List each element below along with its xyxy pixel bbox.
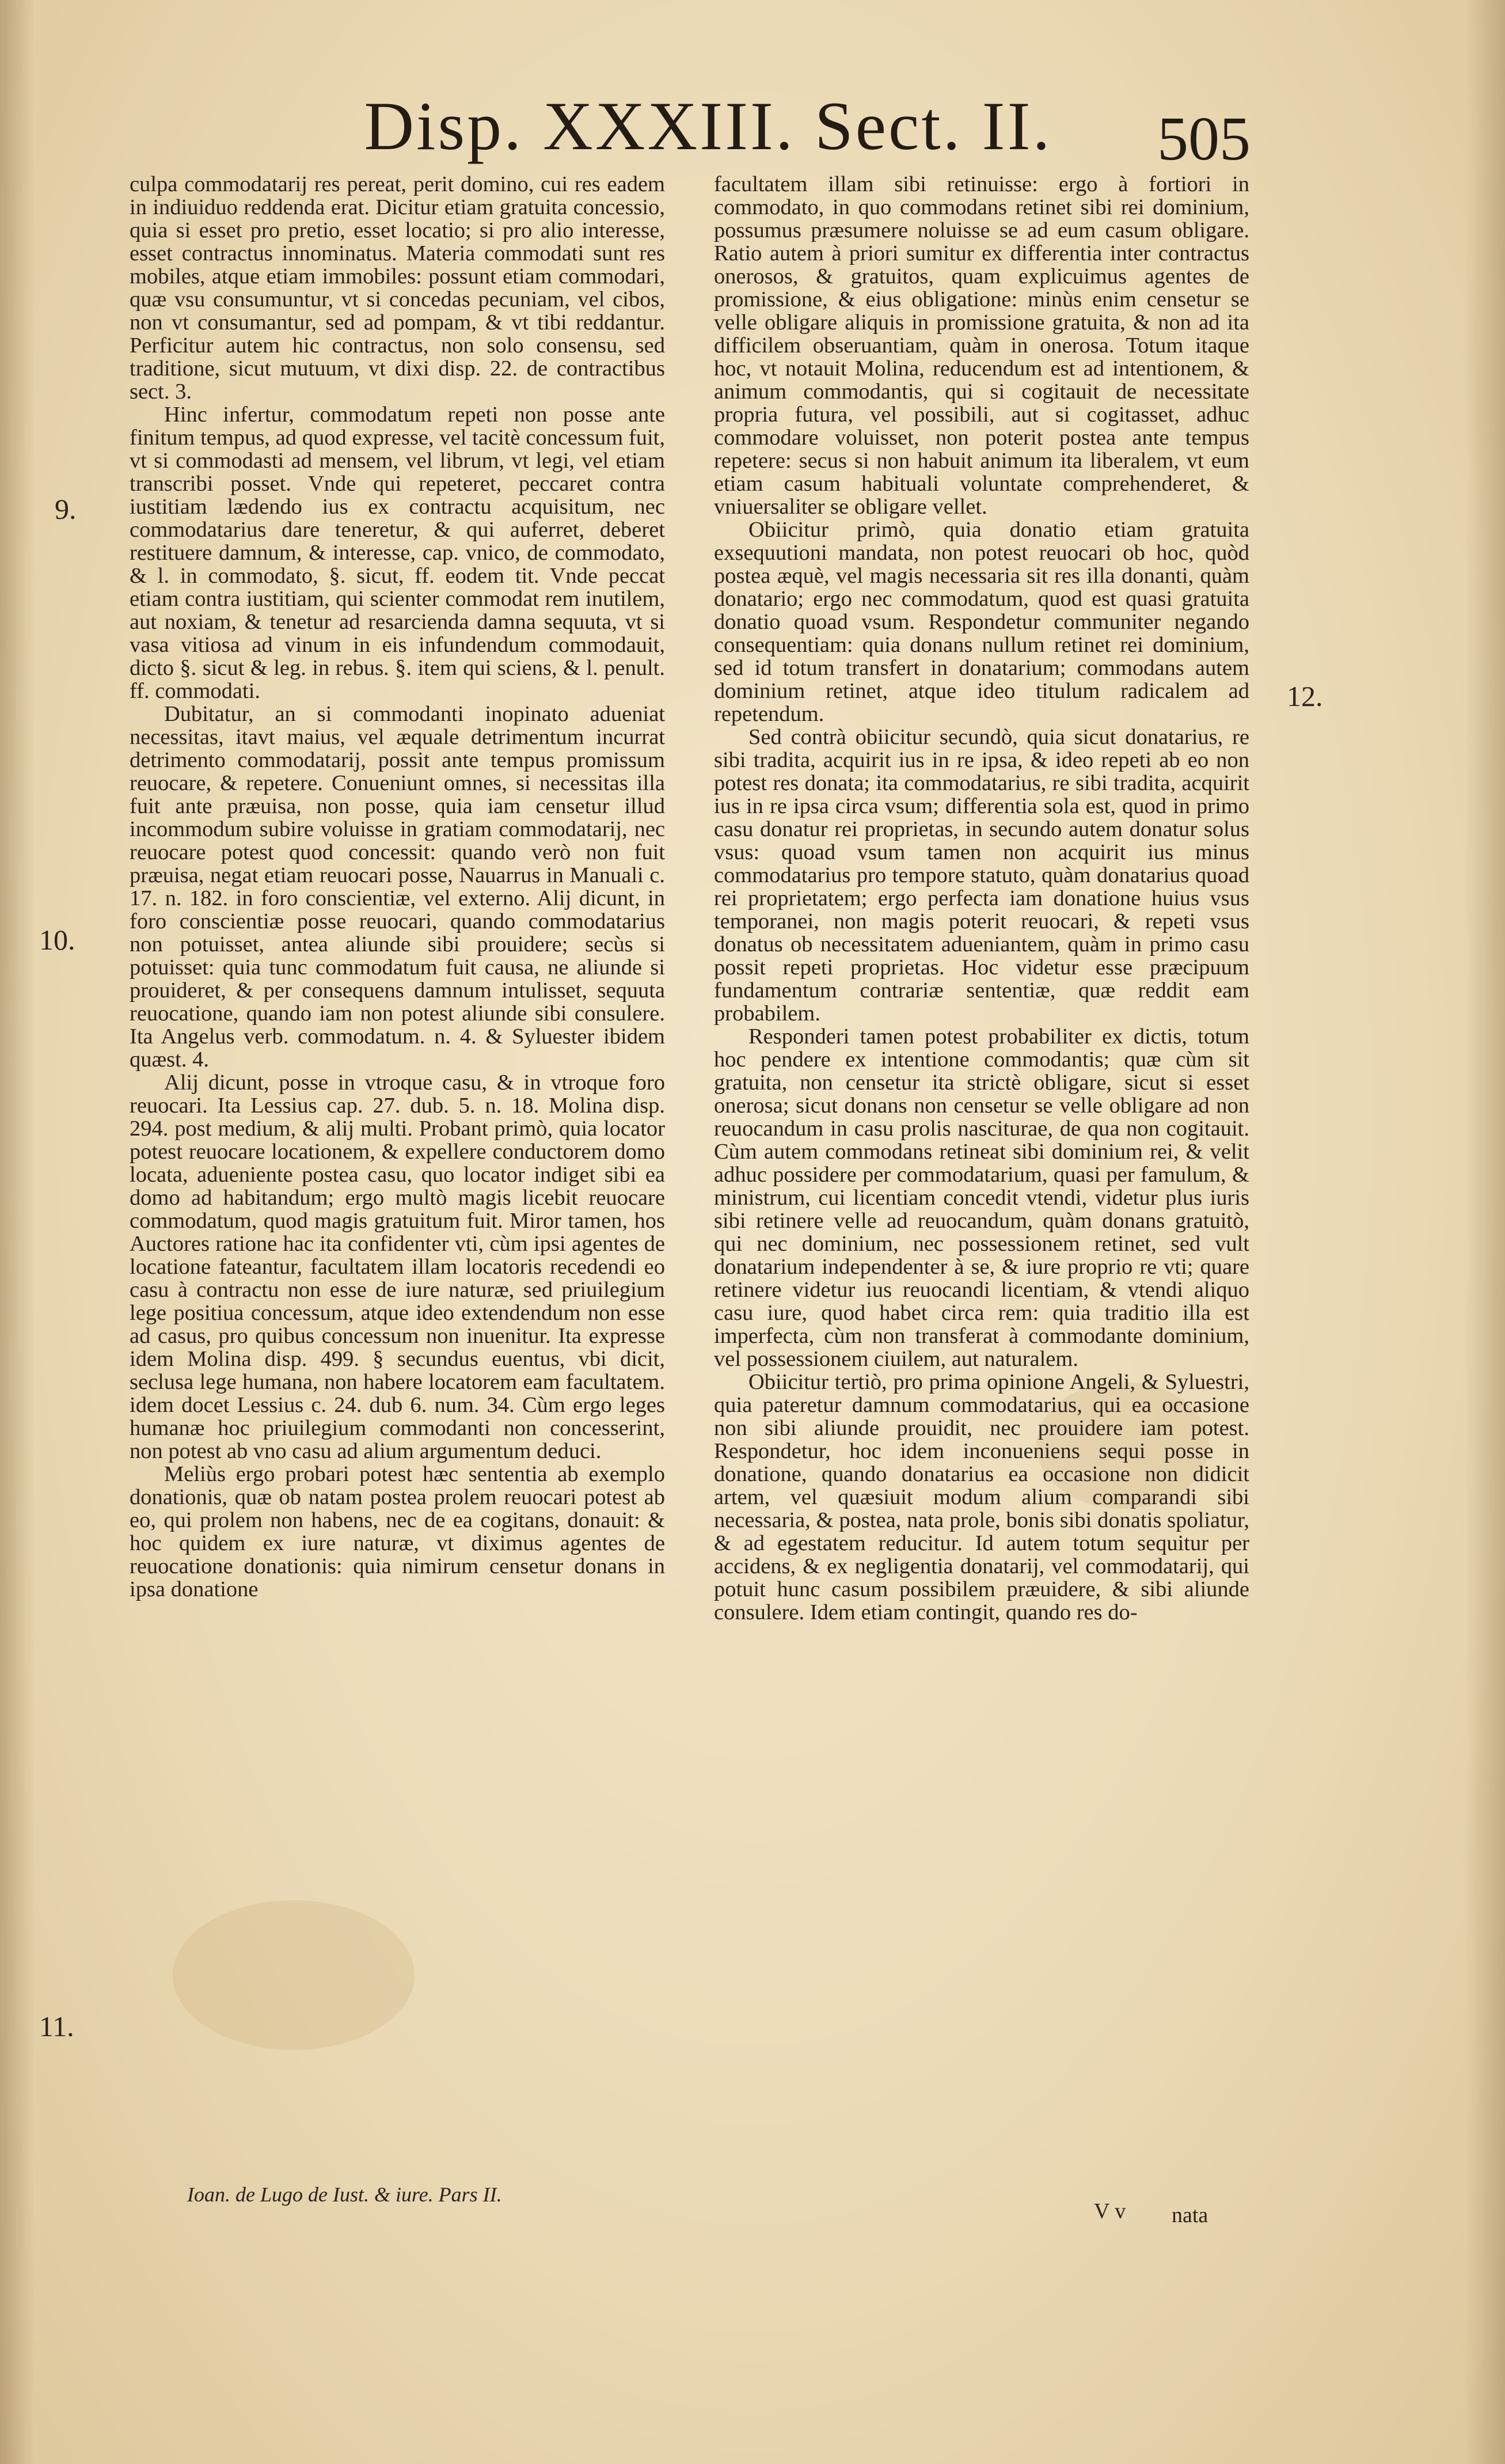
- right-column: [714, 173, 1249, 1624]
- paragraph: Alij dicunt, posse in vtroque casu, & in vtroque foro reuocari. Ita Lessius cap. 27. dub. 5. n. 18. Molina disp. 294. post medium, & alij multi. Probant primò, quia locator potest reuocare locationem, & expellere conductorem domo locata, adueniente postea casu, quo locator indiget sibi ea domo ad habitandum; ergo multò magis licebit reuocare commodatum, quod magis gratuitum fuit. Miror tamen, hos Auctores ratione hac ita confidenter vti, cùm ipsi agentes de locatione fateantur, facultatem illam locatoris recedendi eo casu à contractu non esse de iure naturæ, sed priuilegium lege positiua concessum, atque ideo extendendum non esse ad casus, pro quibus concessum non inuenitur. Ita expresse idem Molina disp. 499. § secundus euentus, vbi dicit, seclusa lege humana, non habere locatorem eam facultatem. idem docet Lessius c. 24. dub 6. num. 34. Cùm ergo leges humanæ hoc priuilegium commodanti non concesserint, non potest ab vno casu ad alium argumentum deduci.: [130, 1070, 665, 1463]
- margin-number-11: 11.: [39, 2010, 74, 2042]
- paragraph: Dubitatur, an si commodanti inopinato adueniat necessitas, itavt maius, vel æquale detrimentum incurrat detrimento commodatarij, possit ante tempus promissum reuocare, & repetere. Conueniunt omnes, si necessitas illa fuit ante præuisa, non posse, quia iam censetur illud incommodum subire voluisse in gratiam commodatarij, nec reuocare potest quod concessit: quando verò non fuit præuisa, negat etiam reuocari posse, Nauarrus in Manuali c. 17. n. 182. in foro conscientiæ, vel externo. Alij dicunt, in foro conscientiæ posse reuocari, quando commodatarius non potuisset, antea aliunde sibi prouidere; secùs si potuisset: quia tunc commodatum fuit causa, ne aliunde si prouideret, & per consequens damnum intulisset, sequuta reuocatione, quando iam non potest aliunde sibi consulere. Ita Angelus verb. commodatum. n. 4. & Syluester ibidem quæst. 4.: [130, 702, 665, 1072]
- paragraph: Obiicitur primò, quia donatio etiam gratuita exsequutioni mandata, non potest reuocari ob hoc, quòd postea æquè, vel magis necessaria sit res illa donanti, quàm donatario; ergo nec commodatum, quod est quasi gratuita donatio quoad vsum. Respondetur communiter negando consequentiam: quia donans nullum retinet rei dominium, sed id totum transfert in donatarium; commodans autem dominium retinet, atque ideo titulum radicalem ad repetendum.: [714, 518, 1249, 726]
- paragraph: culpa commodatarij res pereat, perit domino, cui res eadem in indiuiduo reddenda erat. Dicitur etiam gratuita concessio, quia si esset pro pretio, esset locatio; si pro alio interesse, esset contractus innominatus. Materia commodati sunt res mobiles, atque etiam immobiles: possunt etiam commodari, quæ vsu consumuntur, vt si concedas pecuniam, vel cibos, non vt consumantur, sed ad pompam, & vt tibi reddantur. Perficitur autem hic contractus, non solo consensu, sed traditione, sicut mutuum, vt dixi disp. 22. de contractibus sect. 3.: [130, 172, 665, 404]
- paragraph: Responderi tamen potest probabiliter ex dictis, totum hoc pendere ex intentione commodantis; quæ cùm sit gratuita, non censetur ita strictè obligare, sicut si esset onerosa; sicut donans non censetur se velle obligare ad non reuocandum in casu prolis nasciturae, de qua non cogitauit. Cùm autem commodans retineat sibi dominium rei, & velit adhuc possidere per commodatarium, quasi per famulum, & ministrum, cui licentiam concedit vtendi, videtur plus iuris sibi retinere velle ad reuocandum, quàm donans gratuitò, qui nec dominium, nec possessionem retinet, sed vult donatarium independenter à se, & iure proprio re vti; quare retinere videtur ius reuocandi licentiam, & vtendi aliquo casu iure, quod habet circa rem: quia traditio illa est imperfecta, cùm non transferat à commodante dominium, vel possessionem ciuilem, aut naturalem.: [714, 1024, 1249, 1371]
- paragraph: Hinc infertur, commodatum repeti non posse ante finitum tempus, ad quod expresse, vel tacitè concessum fuit, vt si commodasti ad mensem, vel librum, vt legi, vel etiam transcribi posset. Vnde qui repeteret, peccaret contra iustitiam lædendo ius ex contractu acquisitum, nec commodatarius dare teneretur, & qui auferret, deberet restituere damnum, & interesse, cap. vnico, de commodato, & l. in commodato, §. sicut, ff. eodem tit. Vnde peccat etiam contra iustitiam, qui scienter commodat rem inutilem, aut noxiam, & tenetur ad resarcienda damna sequuta, vt si vasa vitiosa ad vinum in eis infundendum commodauit, dicto §. sicut & leg. in rebus. §. item qui sciens, & l. penult. ff. commodati.: [130, 403, 665, 703]
- signature-mark: V v: [1094, 2199, 1126, 2223]
- footer-author-line: Ioan. de Lugo de Iust. & iure. Pars II.: [187, 2183, 502, 2206]
- catchword: nata: [1172, 2203, 1208, 2227]
- page-edge-shadow-right: [1465, 0, 1505, 2464]
- paper-stain: [173, 1900, 415, 2050]
- paragraph: Obiicitur tertiò, pro prima opinione Angeli, & Syluestri, quia pateretur damnum commodatarius, qui ea occasione non sibi aliunde prouidit, nec prouidere iam potest. Respondetur, hoc idem inconueniens sequi posse in donatione, quando donatarius ea occasione non didicit artem, vel quæsiuit modum alium comparandi sibi necessaria, & postea, nata prole, bonis sibi donatis spoliatur, & ad egestatem reducitur. Id autem totum sequitur per accidens, & ex negligentia donatarij, vel commodatarij, qui potuit hunc casum possibilem præuidere, & sibi aliunde consulere. Idem etiam contingit, quando res do-: [714, 1370, 1249, 1624]
- margin-number-12: 12.: [1287, 680, 1323, 712]
- page-number: 505: [1157, 105, 1251, 173]
- margin-number-9: 9.: [55, 493, 77, 525]
- paragraph: Sed contrà obiicitur secundò, quia sicut donatarius, re sibi tradita, acquirit ius in re ipsa, & ideo repeti ab eo non potest res donata; ita commodatarius, re sibi tradita, acquirit ius in re ipsa circa vsum; differentia sola est, quod in primo casu donatur rei proprietas, in secundo autem donatur solus vsus: quoad vsum tamen non acquirit ius minus commodatarius pro tempore statuto, quàm donatarius quoad rei proprietatem; ergo perfecta iam donatione huius vsus temporanei, non magis poterit reuocari, & repeti vsus donatus ob necessitatem adueniantem, quàm in primo casu possit repeti proprietas. Hoc videtur esse præcipuum fundamentum contrariæ sententiæ, quæ reddit eam probabilem.: [714, 725, 1249, 1026]
- paragraph: Meliùs ergo probari potest hæc sententia ab exemplo donationis, quæ ob natam postea prolem reuocari potest ab eo, qui prolem non habens, nec de ea cogitans, donauit: & hoc quidem ex iure naturæ, vt diximus agentes de reuocatione donationis: quia nimirum censetur donans in ipsa donatione: [130, 1462, 665, 1601]
- page-edge-shadow-left: [0, 0, 35, 2464]
- left-column: [130, 173, 665, 1601]
- margin-number-10: 10.: [39, 924, 75, 956]
- paragraph: facultatem illam sibi retinuisse: ergo à fortiori in commodato, in quo commodans retinet sibi rei dominium, possumus præsumere noluisse se ad eum casum obligare. Ratio autem à priori sumitur ex differentia inter contractus onerosos, & gratuitos, quam explicuimus agentes de promissione, & eius obligatione: minùs enim censetur se velle obligare aliquis in promissione gratuita, & non ad ita difficilem obseruantiam, quàm in onerosa. Totum itaque hoc, vt notauit Molina, reducendum est ad intentionem, & animum commodantis, qui si cogitauit de necessitate propria futura, vel possibili, aut si cogitasset, adhuc commodare voluisset, non poterit postea ante tempus repetere: secus si non habuit animum ita liberalem, vt eum etiam casum habituali voluntate comprehenderet, & vniuersaliter se obligare vellet.: [714, 172, 1249, 519]
- running-head: Disp. XXXIII. Sect. II.: [364, 88, 1052, 164]
